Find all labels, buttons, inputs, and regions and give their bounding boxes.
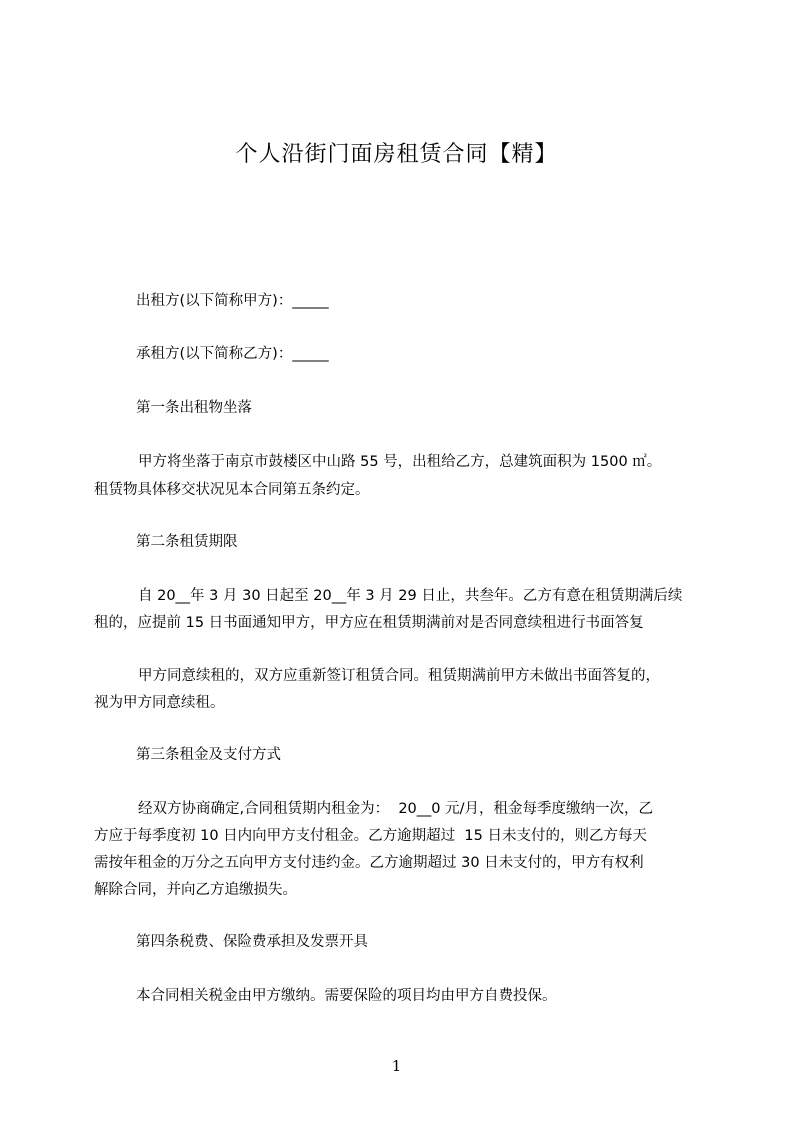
article1-line: 甲方将坐落于南京市鼓楼区中山路 55 号，出租给乙方，总建筑面积为 1500 ㎡。 [138, 454, 662, 470]
lessee-line: 承租方(以下简称乙方)：_____ [136, 346, 329, 362]
article1-heading: 第一条出租物坐落 [136, 400, 252, 416]
article2-paragraph1-line: 自 20__年 3 月 30 日起至 20__年 3 月 29 日止，共叁年。乙方有意在租赁期满后续 [138, 588, 683, 604]
article3-line: 经双方协商确定,合同租赁期内租金为： 20__0 元/月，租金每季度缴纳一次，乙 [138, 801, 653, 817]
article3-heading: 第三条租金及支付方式 [136, 747, 281, 763]
document-title: 个人沿街门面房租赁合同【精】 [235, 142, 558, 167]
article2-paragraph2-line: 甲方同意续租的，双方应重新签订租赁合同。租赁期满前甲方未做出书面答复的， [138, 668, 660, 684]
article3-line: 方应于每季度初 10 日内向甲方支付租金。乙方逾期超过 15 日未支付的，则乙方每天 [94, 828, 647, 844]
article4-line: 本合同相关税金由甲方缴纳。需要保险的项目均由甲方自费投保。 [136, 988, 557, 1004]
article4-heading: 第四条税费、保险费承担及发票开具 [136, 934, 368, 950]
article2-paragraph2-line: 视为甲方同意续租。 [94, 695, 225, 711]
article2-paragraph1-line: 租的，应提前 15 日书面通知甲方，甲方应在租赁期满前对是否同意续租进行书面答复 [94, 615, 644, 631]
article3-line: 需按年租金的万分之五向甲方支付违约金。乙方逾期超过 30 日未支付的，甲方有权利 [94, 855, 644, 871]
article1-line: 租赁物具体移交状况见本合同第五条约定。 [94, 482, 370, 498]
article2-heading: 第二条租赁期限 [136, 534, 238, 550]
article3-line: 解除合同，并向乙方追缴损失。 [94, 882, 297, 898]
lessor-line: 出租方(以下简称甲方)：_____ [136, 293, 329, 309]
page-number: 1 [391, 1057, 402, 1075]
